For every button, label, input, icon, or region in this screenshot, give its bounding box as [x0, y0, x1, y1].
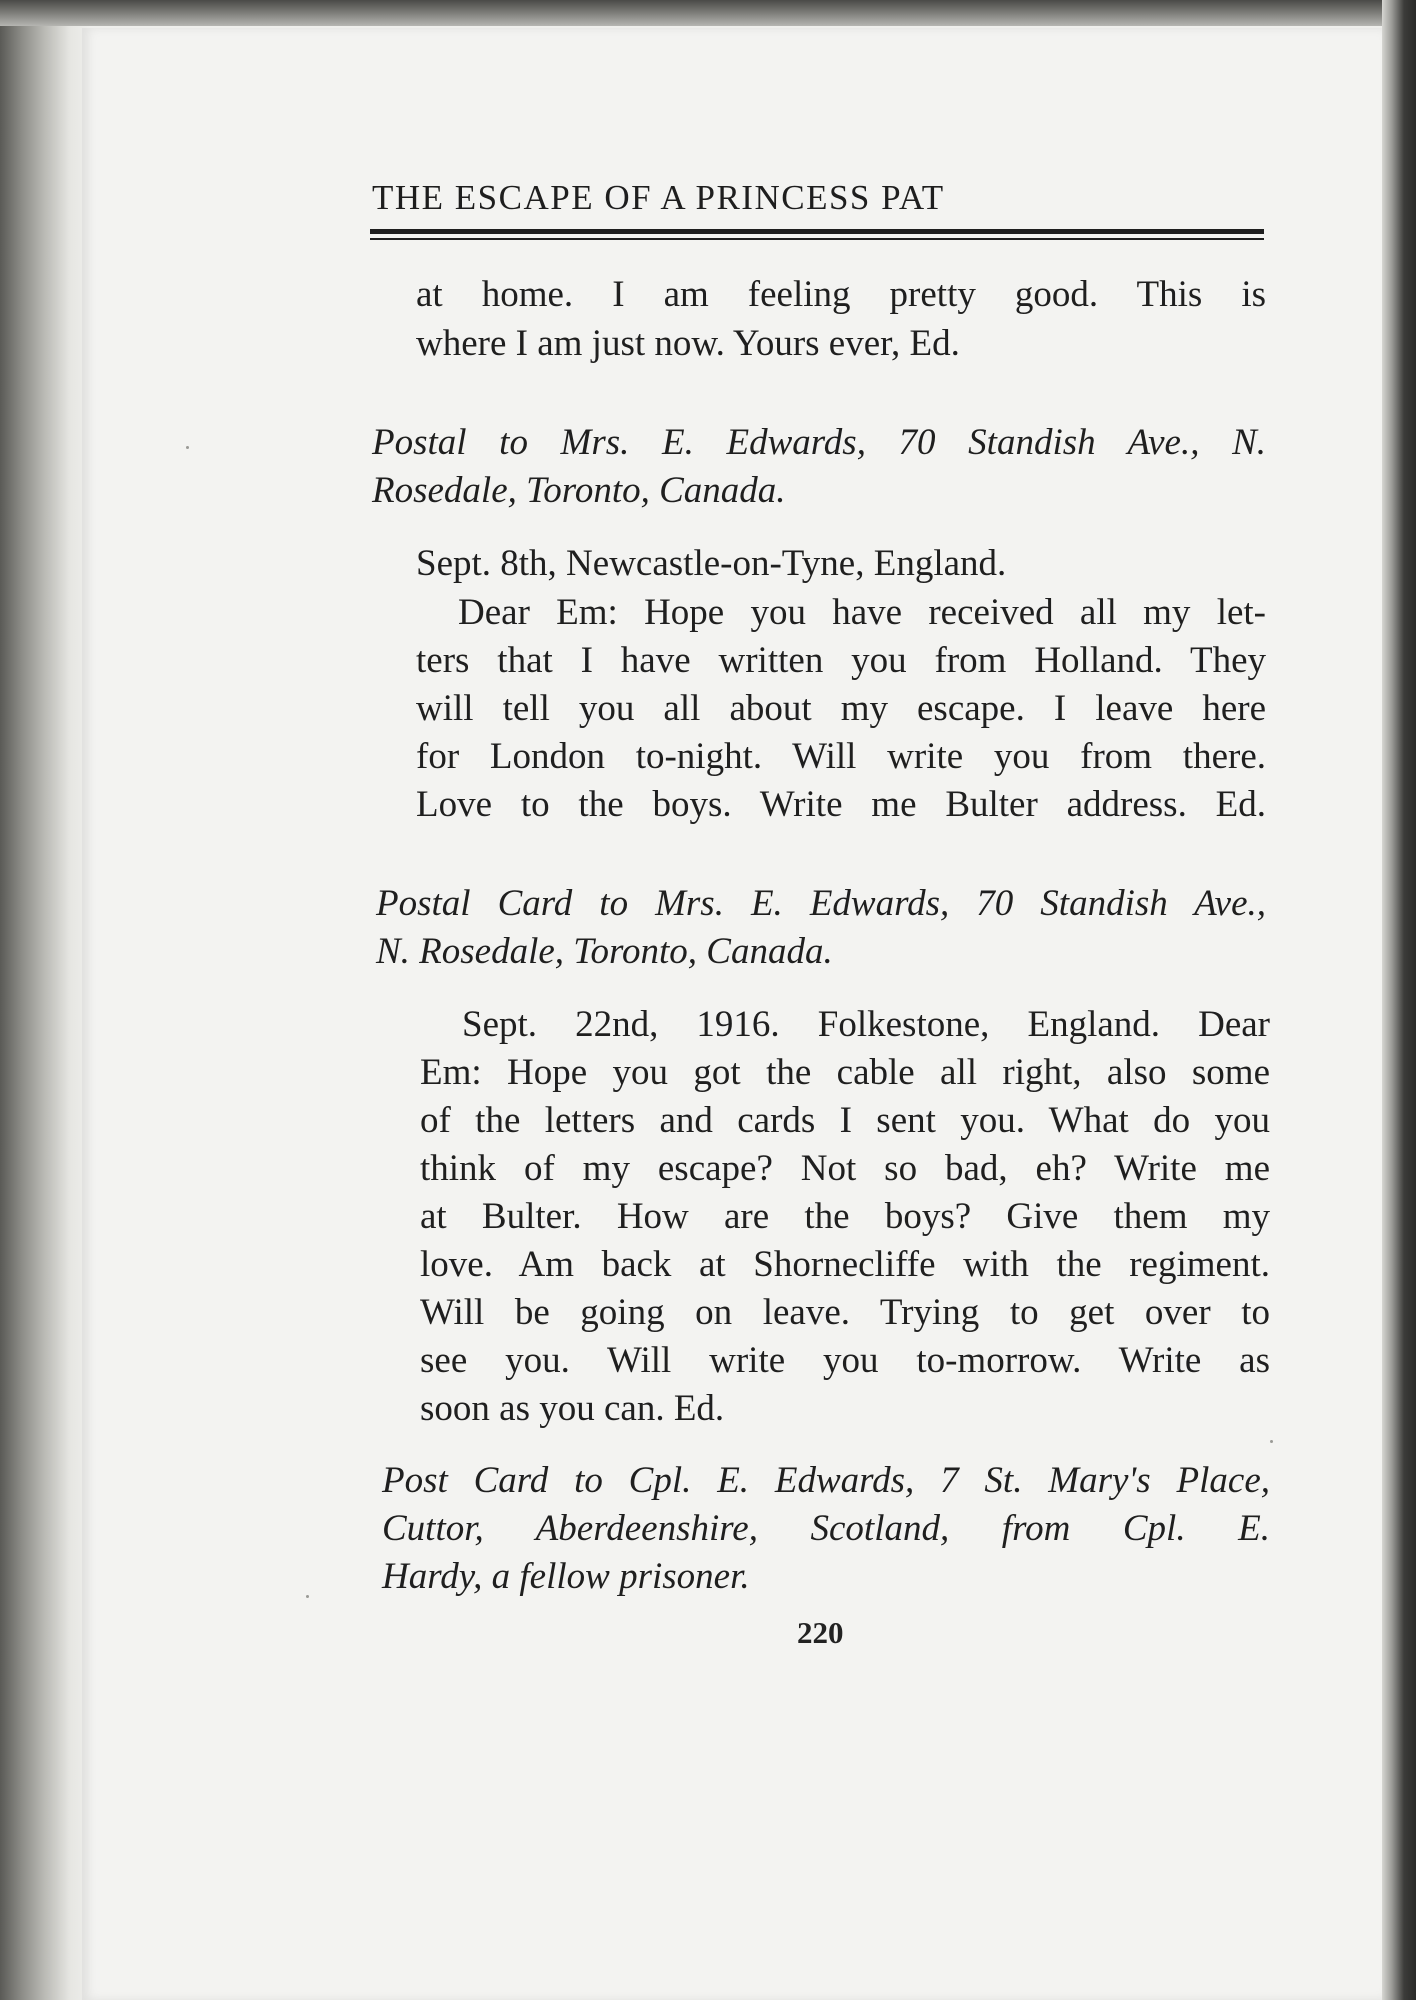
body-line: of the letters and cards I sent you. What do you [420, 1100, 1270, 1141]
body-line: for London to-night. Will write you from there. [416, 736, 1266, 777]
letter-heading: Hardy, a fellow prisoner. [382, 1556, 750, 1597]
body-line: where I am just now. Yours ever, Ed. [416, 323, 960, 364]
body-line: at home. I am feeling pretty good. This is [416, 274, 1266, 315]
body-line: Dear Em: Hope you have received all my let- [458, 592, 1266, 633]
paper-speck [1270, 1440, 1273, 1443]
body-line: see you. Will write you to-morrow. Write as [420, 1340, 1270, 1381]
letter-heading: Post Card to Cpl. E. Edwards, 7 St. Mary's Place, [382, 1460, 1270, 1501]
body-line: Em: Hope you got the cable all right, also some [420, 1052, 1270, 1093]
body-line: soon as you can. Ed. [420, 1388, 725, 1429]
letter-heading: Cuttor, Aberdeenshire, Scotland, from Cpl. E. [382, 1508, 1270, 1549]
body-line: Sept. 22nd, 1916. Folkestone, England. Dear [462, 1004, 1270, 1045]
scan-right-edge [1382, 0, 1416, 2000]
running-head: THE ESCAPE OF A PRINCESS PAT [372, 178, 945, 217]
paper-speck [186, 446, 189, 449]
body-line: ters that I have written you from Holland. They [416, 640, 1266, 681]
body-line: Love to the boys. Write me Bulter address. Ed. [416, 784, 1266, 825]
scan-top-edge [0, 0, 1416, 26]
body-line: think of my escape? Not so bad, eh? Write me [420, 1148, 1270, 1189]
body-line: love. Am back at Shornecliffe with the regiment. [420, 1244, 1270, 1285]
letter-heading: Postal to Mrs. E. Edwards, 70 Standish Ave., N. [372, 422, 1266, 463]
page-number: 220 [797, 1615, 844, 1650]
body-line: at Bulter. How are the boys? Give them my [420, 1196, 1270, 1237]
body-line: Sept. 8th, Newcastle-on-Tyne, England. [416, 543, 1007, 584]
body-line: will tell you all about my escape. I leave here [416, 688, 1266, 729]
header-rule-thin [370, 238, 1264, 240]
paper-speck [306, 1595, 309, 1598]
header-rule-thick [370, 229, 1264, 234]
letter-heading: Postal Card to Mrs. E. Edwards, 70 Standish Ave., [376, 883, 1266, 924]
letter-heading: Rosedale, Toronto, Canada. [372, 470, 786, 511]
letter-heading: N. Rosedale, Toronto, Canada. [376, 931, 833, 972]
body-line: Will be going on leave. Trying to get over to [420, 1292, 1270, 1333]
